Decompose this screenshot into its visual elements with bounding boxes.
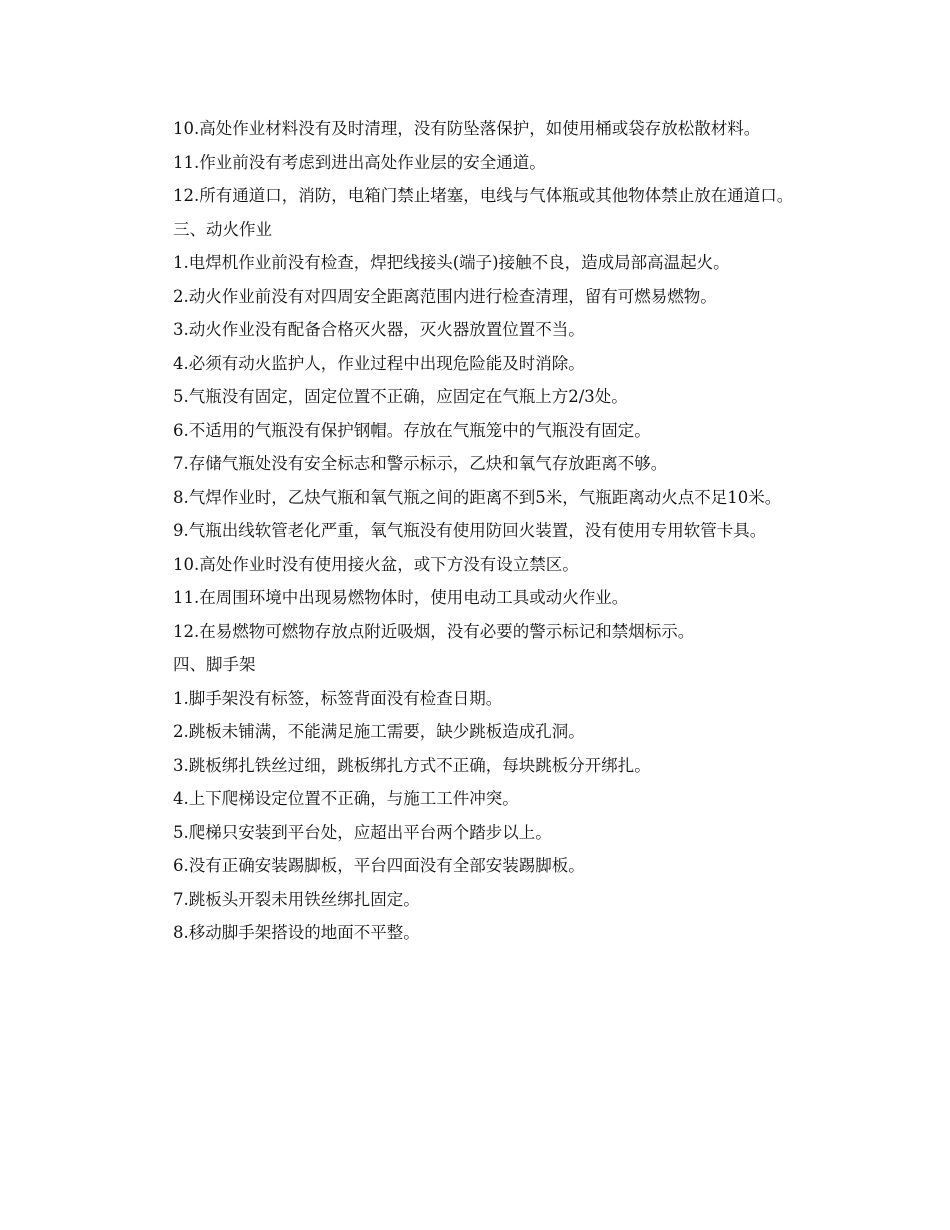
paragraph-16: 12.在易燃物可燃物存放点附近吸烟，没有必要的警示标记和禁烟标示。 <box>173 621 695 641</box>
paragraph-13: 9.气瓶出线软管老化严重，氧气瓶没有使用防回火装置，没有使用专用软管卡具。 <box>173 521 767 540</box>
paragraph-8: 4.必须有动火监护人，作业过程中出现危险能及时消除。 <box>173 353 585 373</box>
paragraph-5: 1.电焊机作业前没有检查，焊把线接头(端子)接触不良，造成局部高温起火。 <box>173 253 730 272</box>
paragraph-7: 3.动火作业没有配备合格灭火器，灭火器放置位置不当。 <box>173 320 585 339</box>
paragraph-25: 8.移动脚手架搭设的地面不平整。 <box>173 923 420 942</box>
paragraph-12: 8.气焊作业时，乙炔气瓶和氧气瓶之间的距离不到5米，气瓶距离动火点不足10米。 <box>173 487 782 507</box>
paragraph-20: 3.跳板绑扎铁丝过细，跳板绑扎方式不正确，每块跳板分开绑扎。 <box>173 755 651 775</box>
paragraph-6: 2.动火作业前没有对四周安全距离范围内进行检查清理，留有可燃易燃物。 <box>173 286 717 306</box>
section-heading-scaffolding: 四、脚手架 <box>173 655 256 674</box>
paragraph-9: 5.气瓶没有固定，固定位置不正确，应固定在气瓶上方2/3处。 <box>173 387 628 406</box>
document-body <box>140 112 812 950</box>
paragraph-19: 2.跳板未铺满，不能满足施工需要，缺少跳板造成孔洞。 <box>173 722 585 741</box>
paragraph-10: 6.不适用的气瓶没有保护钢帽。存放在气瓶笼中的气瓶没有固定。 <box>173 420 651 440</box>
paragraph-21: 4.上下爬梯设定位置不正确，与施工工件冲突。 <box>173 789 519 808</box>
paragraph-22: 5.爬梯只安装到平台处，应超出平台两个踏步以上。 <box>173 822 552 842</box>
paragraph-18: 1.脚手架没有标签，标签背面没有检查日期。 <box>173 688 503 708</box>
paragraph-24: 7.跳板头开裂未用铁丝绑扎固定。 <box>173 889 420 909</box>
paragraph-2: 11.作业前没有考虑到进出高处作业层的安全通道。 <box>173 152 546 172</box>
section-heading-hot-work: 三、动火作业 <box>173 219 272 239</box>
paragraph-14: 10.高处作业时没有使用接火盆，或下方没有设立禁区。 <box>173 554 579 574</box>
paragraph-1: 10.高处作业材料没有及时清理，没有防坠落保护，如使用桶或袋存放松散材料。 <box>173 119 761 138</box>
paragraph-15: 11.在周围环境中出现易燃物体时，使用电动工具或动火作业。 <box>173 588 629 607</box>
paragraph-3: 12.所有通道口，消防，电箱门禁止堵塞，电线与气体瓶或其他物体禁止放在通道口。 <box>173 186 794 205</box>
paragraph-11: 7.存储气瓶处没有安全标志和警示标示，乙炔和氧气存放距离不够。 <box>173 454 668 473</box>
paragraph-23: 6.没有正确安装踢脚板，平台四面没有全部安装踢脚板。 <box>173 856 585 875</box>
